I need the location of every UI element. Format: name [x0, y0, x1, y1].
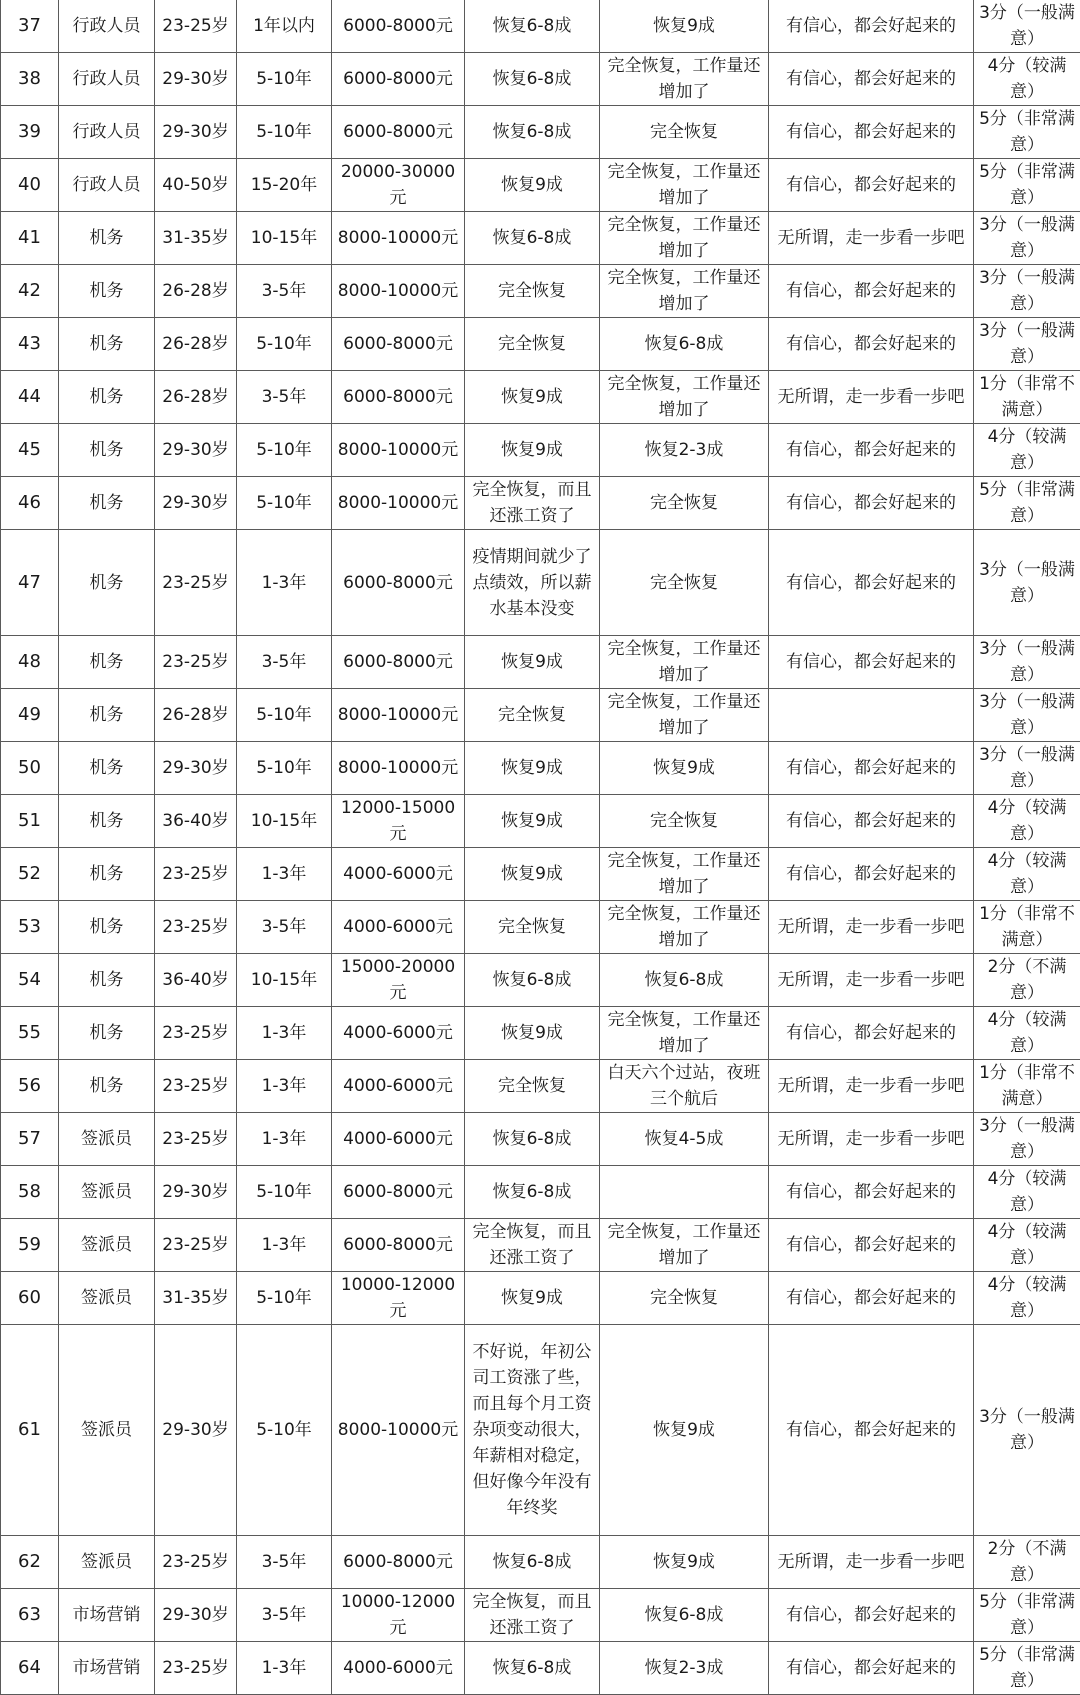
pay-recovery-cell: 完全恢复: [465, 1060, 600, 1113]
row-number: 64: [1, 1642, 59, 1695]
table-body: [1, 0, 1080, 1695]
tenure-cell: 5-10年: [237, 53, 332, 106]
tenure-cell: 3-5年: [237, 901, 332, 954]
age-cell: 40-50岁: [155, 159, 237, 212]
tenure-cell: 3-5年: [237, 265, 332, 318]
tenure-cell: 10-15年: [237, 212, 332, 265]
rating-cell: 4分（较满意）: [974, 1272, 1080, 1325]
role-cell: 机务: [59, 318, 155, 371]
rating-cell: 1分（非常不满意）: [974, 1060, 1080, 1113]
role-cell: 机务: [59, 795, 155, 848]
salary-cell: 6000-8000元: [332, 0, 465, 53]
outlook-cell: 有信心，都会好起来的: [769, 795, 974, 848]
outlook-cell: 有信心，都会好起来的: [769, 742, 974, 795]
outlook-cell: 无所谓，走一步看一步吧: [769, 212, 974, 265]
row-number: 60: [1, 1272, 59, 1325]
tenure-cell: 1-3年: [237, 530, 332, 636]
salary-cell: 4000-6000元: [332, 1113, 465, 1166]
work-recovery-cell: 恢复6-8成: [600, 318, 769, 371]
row-number: 48: [1, 636, 59, 689]
rating-cell: 3分（一般满意）: [974, 318, 1080, 371]
salary-cell: 8000-10000元: [332, 1325, 465, 1536]
rating-cell: 3分（一般满意）: [974, 1113, 1080, 1166]
role-cell: 机务: [59, 1007, 155, 1060]
outlook-cell: 无所谓，走一步看一步吧: [769, 1536, 974, 1589]
salary-cell: 6000-8000元: [332, 53, 465, 106]
role-cell: 行政人员: [59, 159, 155, 212]
work-recovery-cell: 恢复6-8成: [600, 954, 769, 1007]
pay-recovery-cell: 不好说，年初公司工资涨了些，而且每个月工资杂项变动很大，年薪相对稳定，但好像今年没有年终奖: [465, 1325, 600, 1536]
rating-cell: 4分（较满意）: [974, 53, 1080, 106]
role-cell: 签派员: [59, 1166, 155, 1219]
age-cell: 23-25岁: [155, 1642, 237, 1695]
role-cell: 机务: [59, 901, 155, 954]
table-row: [1, 106, 1080, 159]
age-cell: 29-30岁: [155, 477, 237, 530]
role-cell: 机务: [59, 954, 155, 1007]
pay-recovery-cell: 恢复9成: [465, 636, 600, 689]
pay-recovery-cell: 完全恢复: [465, 689, 600, 742]
salary-cell: 8000-10000元: [332, 742, 465, 795]
salary-cell: 4000-6000元: [332, 1007, 465, 1060]
salary-cell: 6000-8000元: [332, 1219, 465, 1272]
tenure-cell: 1-3年: [237, 848, 332, 901]
row-number: 51: [1, 795, 59, 848]
rating-cell: 3分（一般满意）: [974, 742, 1080, 795]
role-cell: 签派员: [59, 1325, 155, 1536]
pay-recovery-cell: 恢复9成: [465, 371, 600, 424]
role-cell: 机务: [59, 371, 155, 424]
work-recovery-cell: 恢复4-5成: [600, 1113, 769, 1166]
row-number: 46: [1, 477, 59, 530]
rating-cell: 5分（非常满意）: [974, 477, 1080, 530]
age-cell: 23-25岁: [155, 1219, 237, 1272]
salary-cell: 4000-6000元: [332, 901, 465, 954]
work-recovery-cell: 完全恢复: [600, 477, 769, 530]
tenure-cell: 3-5年: [237, 1536, 332, 1589]
table-row: [1, 1325, 1080, 1536]
role-cell: 行政人员: [59, 53, 155, 106]
pay-recovery-cell: 恢复6-8成: [465, 212, 600, 265]
outlook-cell: 无所谓，走一步看一步吧: [769, 901, 974, 954]
pay-recovery-cell: 完全恢复: [465, 318, 600, 371]
work-recovery-cell: 完全恢复: [600, 795, 769, 848]
work-recovery-cell: 白天六个过站，夜班三个航后: [600, 1060, 769, 1113]
work-recovery-cell: 完全恢复，工作量还增加了: [600, 1007, 769, 1060]
role-cell: 机务: [59, 848, 155, 901]
outlook-cell: 有信心，都会好起来的: [769, 159, 974, 212]
tenure-cell: 5-10年: [237, 318, 332, 371]
work-recovery-cell: 完全恢复: [600, 106, 769, 159]
work-recovery-cell: 完全恢复，工作量还增加了: [600, 212, 769, 265]
row-number: 62: [1, 1536, 59, 1589]
age-cell: 23-25岁: [155, 1536, 237, 1589]
row-number: 38: [1, 53, 59, 106]
pay-recovery-cell: 恢复6-8成: [465, 0, 600, 53]
work-recovery-cell: 完全恢复，工作量还增加了: [600, 265, 769, 318]
role-cell: 行政人员: [59, 0, 155, 53]
work-recovery-cell: 恢复6-8成: [600, 1589, 769, 1642]
table-row: [1, 1536, 1080, 1589]
role-cell: 机务: [59, 742, 155, 795]
row-number: 61: [1, 1325, 59, 1536]
rating-cell: 4分（较满意）: [974, 795, 1080, 848]
age-cell: 26-28岁: [155, 318, 237, 371]
salary-cell: 4000-6000元: [332, 848, 465, 901]
rating-cell: 4分（较满意）: [974, 1007, 1080, 1060]
tenure-cell: 10-15年: [237, 795, 332, 848]
pay-recovery-cell: 恢复9成: [465, 1272, 600, 1325]
row-number: 58: [1, 1166, 59, 1219]
table-row: [1, 1007, 1080, 1060]
pay-recovery-cell: 恢复9成: [465, 848, 600, 901]
table-row: [1, 424, 1080, 477]
pay-recovery-cell: 完全恢复: [465, 901, 600, 954]
row-number: 41: [1, 212, 59, 265]
role-cell: 机务: [59, 1060, 155, 1113]
outlook-cell: 有信心，都会好起来的: [769, 265, 974, 318]
pay-recovery-cell: 恢复6-8成: [465, 954, 600, 1007]
tenure-cell: 5-10年: [237, 1325, 332, 1536]
pay-recovery-cell: 恢复9成: [465, 159, 600, 212]
rating-cell: 3分（一般满意）: [974, 212, 1080, 265]
rating-cell: 5分（非常满意）: [974, 106, 1080, 159]
rating-cell: 5分（非常满意）: [974, 1642, 1080, 1695]
pay-recovery-cell: 疫情期间就少了点绩效，所以薪水基本没变: [465, 530, 600, 636]
tenure-cell: 10-15年: [237, 954, 332, 1007]
tenure-cell: 5-10年: [237, 1166, 332, 1219]
age-cell: 36-40岁: [155, 795, 237, 848]
work-recovery-cell: 完全恢复: [600, 530, 769, 636]
age-cell: 29-30岁: [155, 1325, 237, 1536]
outlook-cell: 有信心，都会好起来的: [769, 477, 974, 530]
outlook-cell: 无所谓，走一步看一步吧: [769, 954, 974, 1007]
work-recovery-cell: 恢复2-3成: [600, 424, 769, 477]
role-cell: 机务: [59, 265, 155, 318]
tenure-cell: 5-10年: [237, 1272, 332, 1325]
row-number: 43: [1, 318, 59, 371]
pay-recovery-cell: 恢复6-8成: [465, 1536, 600, 1589]
age-cell: 23-25岁: [155, 636, 237, 689]
table-row: [1, 742, 1080, 795]
table-row: [1, 53, 1080, 106]
table-row: [1, 954, 1080, 1007]
table-row: [1, 1113, 1080, 1166]
salary-cell: 15000-20000元: [332, 954, 465, 1007]
salary-cell: 6000-8000元: [332, 1166, 465, 1219]
pay-recovery-cell: 恢复6-8成: [465, 1166, 600, 1219]
pay-recovery-cell: 恢复9成: [465, 1007, 600, 1060]
outlook-cell: 无所谓，走一步看一步吧: [769, 1113, 974, 1166]
table-row: [1, 530, 1080, 636]
tenure-cell: 3-5年: [237, 371, 332, 424]
outlook-cell: [769, 689, 974, 742]
salary-cell: 6000-8000元: [332, 318, 465, 371]
work-recovery-cell: 恢复9成: [600, 0, 769, 53]
row-number: 47: [1, 530, 59, 636]
work-recovery-cell: 完全恢复，工作量还增加了: [600, 53, 769, 106]
salary-cell: 10000-12000元: [332, 1272, 465, 1325]
age-cell: 23-25岁: [155, 1007, 237, 1060]
row-number: 40: [1, 159, 59, 212]
table-row: [1, 318, 1080, 371]
tenure-cell: 3-5年: [237, 1589, 332, 1642]
table-row: [1, 1642, 1080, 1695]
tenure-cell: 1-3年: [237, 1642, 332, 1695]
table-row: [1, 371, 1080, 424]
age-cell: 29-30岁: [155, 742, 237, 795]
age-cell: 29-30岁: [155, 53, 237, 106]
role-cell: 市场营销: [59, 1642, 155, 1695]
outlook-cell: 无所谓，走一步看一步吧: [769, 1060, 974, 1113]
outlook-cell: 有信心，都会好起来的: [769, 1642, 974, 1695]
role-cell: 签派员: [59, 1113, 155, 1166]
row-number: 59: [1, 1219, 59, 1272]
tenure-cell: 1-3年: [237, 1007, 332, 1060]
tenure-cell: 15-20年: [237, 159, 332, 212]
outlook-cell: 有信心，都会好起来的: [769, 0, 974, 53]
salary-cell: 6000-8000元: [332, 530, 465, 636]
rating-cell: 2分（不满意）: [974, 1536, 1080, 1589]
work-recovery-cell: 完全恢复，工作量还增加了: [600, 636, 769, 689]
outlook-cell: 有信心，都会好起来的: [769, 636, 974, 689]
salary-cell: 8000-10000元: [332, 477, 465, 530]
rating-cell: 5分（非常满意）: [974, 159, 1080, 212]
role-cell: 市场营销: [59, 1589, 155, 1642]
work-recovery-cell: 恢复9成: [600, 1536, 769, 1589]
table-row: [1, 159, 1080, 212]
age-cell: 31-35岁: [155, 212, 237, 265]
table-row: [1, 0, 1080, 53]
rating-cell: 4分（较满意）: [974, 424, 1080, 477]
age-cell: 29-30岁: [155, 106, 237, 159]
rating-cell: 2分（不满意）: [974, 954, 1080, 1007]
outlook-cell: 有信心，都会好起来的: [769, 1325, 974, 1536]
rating-cell: 3分（一般满意）: [974, 689, 1080, 742]
table-row: [1, 212, 1080, 265]
row-number: 37: [1, 0, 59, 53]
tenure-cell: 5-10年: [237, 424, 332, 477]
table-row: [1, 689, 1080, 742]
tenure-cell: 1-3年: [237, 1113, 332, 1166]
age-cell: 23-25岁: [155, 848, 237, 901]
rating-cell: 3分（一般满意）: [974, 530, 1080, 636]
row-number: 50: [1, 742, 59, 795]
outlook-cell: 有信心，都会好起来的: [769, 1007, 974, 1060]
outlook-cell: 有信心，都会好起来的: [769, 848, 974, 901]
outlook-cell: 有信心，都会好起来的: [769, 1272, 974, 1325]
pay-recovery-cell: 恢复9成: [465, 424, 600, 477]
row-number: 63: [1, 1589, 59, 1642]
outlook-cell: 有信心，都会好起来的: [769, 424, 974, 477]
table-row: [1, 636, 1080, 689]
row-number: 57: [1, 1113, 59, 1166]
rating-cell: 3分（一般满意）: [974, 0, 1080, 53]
work-recovery-cell: 完全恢复，工作量还增加了: [600, 371, 769, 424]
salary-cell: 8000-10000元: [332, 424, 465, 477]
tenure-cell: 3-5年: [237, 636, 332, 689]
pay-recovery-cell: 完全恢复，而且还涨工资了: [465, 477, 600, 530]
table-row: [1, 1272, 1080, 1325]
age-cell: 23-25岁: [155, 1113, 237, 1166]
tenure-cell: 1年以内: [237, 0, 332, 53]
work-recovery-cell: 完全恢复，工作量还增加了: [600, 689, 769, 742]
outlook-cell: 有信心，都会好起来的: [769, 53, 974, 106]
work-recovery-cell: 完全恢复，工作量还增加了: [600, 1219, 769, 1272]
rating-cell: 4分（较满意）: [974, 1219, 1080, 1272]
pay-recovery-cell: 恢复6-8成: [465, 106, 600, 159]
role-cell: 机务: [59, 212, 155, 265]
row-number: 54: [1, 954, 59, 1007]
pay-recovery-cell: 恢复6-8成: [465, 53, 600, 106]
table-row: [1, 1219, 1080, 1272]
row-number: 39: [1, 106, 59, 159]
age-cell: 36-40岁: [155, 954, 237, 1007]
work-recovery-cell: 恢复9成: [600, 742, 769, 795]
pay-recovery-cell: 恢复6-8成: [465, 1642, 600, 1695]
outlook-cell: 无所谓，走一步看一步吧: [769, 371, 974, 424]
salary-cell: 6000-8000元: [332, 636, 465, 689]
work-recovery-cell: 恢复2-3成: [600, 1642, 769, 1695]
outlook-cell: 有信心，都会好起来的: [769, 318, 974, 371]
role-cell: 签派员: [59, 1272, 155, 1325]
pay-recovery-cell: 完全恢复: [465, 265, 600, 318]
row-number: 44: [1, 371, 59, 424]
pay-recovery-cell: 恢复9成: [465, 795, 600, 848]
age-cell: 26-28岁: [155, 371, 237, 424]
row-number: 42: [1, 265, 59, 318]
salary-cell: 4000-6000元: [332, 1060, 465, 1113]
row-number: 45: [1, 424, 59, 477]
salary-cell: 20000-30000元: [332, 159, 465, 212]
rating-cell: 1分（非常不满意）: [974, 901, 1080, 954]
row-number: 56: [1, 1060, 59, 1113]
age-cell: 29-30岁: [155, 424, 237, 477]
row-number: 49: [1, 689, 59, 742]
outlook-cell: 有信心，都会好起来的: [769, 106, 974, 159]
salary-cell: 8000-10000元: [332, 212, 465, 265]
row-number: 52: [1, 848, 59, 901]
age-cell: 26-28岁: [155, 265, 237, 318]
pay-recovery-cell: 恢复6-8成: [465, 1113, 600, 1166]
age-cell: 23-25岁: [155, 530, 237, 636]
tenure-cell: 1-3年: [237, 1060, 332, 1113]
outlook-cell: 有信心，都会好起来的: [769, 1219, 974, 1272]
age-cell: 31-35岁: [155, 1272, 237, 1325]
table-row: [1, 1589, 1080, 1642]
role-cell: 签派员: [59, 1536, 155, 1589]
age-cell: 26-28岁: [155, 689, 237, 742]
row-number: 53: [1, 901, 59, 954]
table-row: [1, 477, 1080, 530]
work-recovery-cell: [600, 1166, 769, 1219]
table-row: [1, 848, 1080, 901]
age-cell: 23-25岁: [155, 1060, 237, 1113]
role-cell: 签派员: [59, 1219, 155, 1272]
work-recovery-cell: 完全恢复: [600, 1272, 769, 1325]
salary-cell: 10000-12000元: [332, 1589, 465, 1642]
role-cell: 机务: [59, 530, 155, 636]
pay-recovery-cell: 恢复9成: [465, 742, 600, 795]
table-row: [1, 1166, 1080, 1219]
role-cell: 机务: [59, 636, 155, 689]
pay-recovery-cell: 完全恢复，而且还涨工资了: [465, 1219, 600, 1272]
role-cell: 机务: [59, 689, 155, 742]
tenure-cell: 5-10年: [237, 742, 332, 795]
table-row: [1, 265, 1080, 318]
table-row: [1, 901, 1080, 954]
rating-cell: 3分（一般满意）: [974, 636, 1080, 689]
age-cell: 29-30岁: [155, 1166, 237, 1219]
outlook-cell: 有信心，都会好起来的: [769, 530, 974, 636]
salary-cell: 8000-10000元: [332, 689, 465, 742]
pay-recovery-cell: 完全恢复，而且还涨工资了: [465, 1589, 600, 1642]
tenure-cell: 5-10年: [237, 477, 332, 530]
rating-cell: 3分（一般满意）: [974, 265, 1080, 318]
tenure-cell: 1-3年: [237, 1219, 332, 1272]
row-number: 55: [1, 1007, 59, 1060]
rating-cell: 4分（较满意）: [974, 848, 1080, 901]
age-cell: 23-25岁: [155, 0, 237, 53]
salary-cell: 6000-8000元: [332, 106, 465, 159]
role-cell: 行政人员: [59, 106, 155, 159]
age-cell: 23-25岁: [155, 901, 237, 954]
salary-cell: 6000-8000元: [332, 1536, 465, 1589]
tenure-cell: 5-10年: [237, 106, 332, 159]
table-row: [1, 1060, 1080, 1113]
rating-cell: 5分（非常满意）: [974, 1589, 1080, 1642]
rating-cell: 3分（一般满意）: [974, 1325, 1080, 1536]
outlook-cell: 有信心，都会好起来的: [769, 1166, 974, 1219]
rating-cell: 4分（较满意）: [974, 1166, 1080, 1219]
table-row: [1, 795, 1080, 848]
salary-cell: 4000-6000元: [332, 1642, 465, 1695]
salary-cell: 12000-15000元: [332, 795, 465, 848]
age-cell: 29-30岁: [155, 1589, 237, 1642]
work-recovery-cell: 完全恢复，工作量还增加了: [600, 901, 769, 954]
work-recovery-cell: 恢复9成: [600, 1325, 769, 1536]
work-recovery-cell: 完全恢复，工作量还增加了: [600, 848, 769, 901]
work-recovery-cell: 完全恢复，工作量还增加了: [600, 159, 769, 212]
role-cell: 机务: [59, 477, 155, 530]
rating-cell: 1分（非常不满意）: [974, 371, 1080, 424]
outlook-cell: 有信心，都会好起来的: [769, 1589, 974, 1642]
tenure-cell: 5-10年: [237, 689, 332, 742]
role-cell: 机务: [59, 424, 155, 477]
salary-cell: 6000-8000元: [332, 371, 465, 424]
salary-cell: 8000-10000元: [332, 265, 465, 318]
